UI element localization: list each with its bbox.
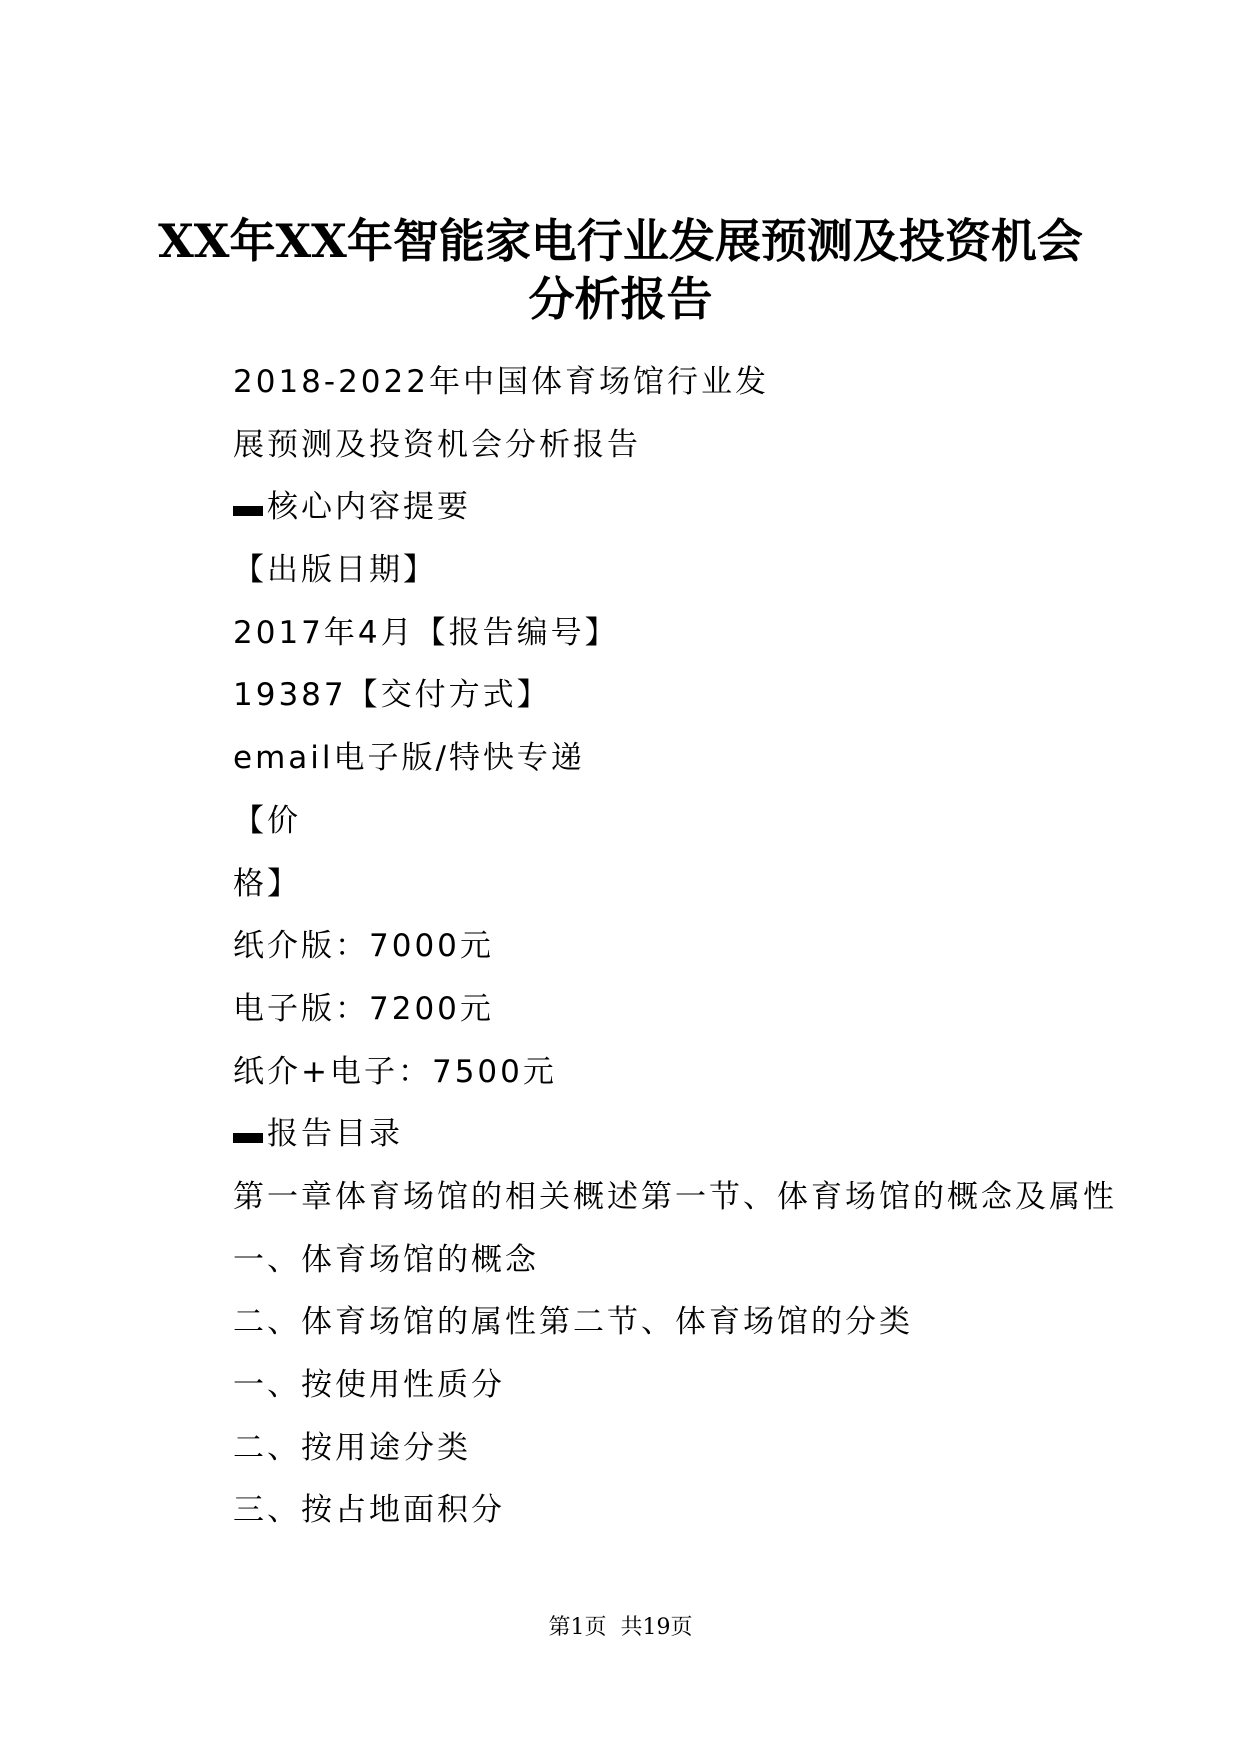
text-line bbox=[233, 483, 1133, 546]
text-line-content: 一、按使用性质分 bbox=[233, 1367, 505, 1403]
text-line-content: email电子版/特快专递 bbox=[233, 740, 585, 777]
section-marker-icon bbox=[233, 506, 263, 516]
title-line-1: XX年XX年智能家电行业发展预测及投资机会 bbox=[158, 214, 1083, 268]
text-line bbox=[233, 1110, 1133, 1173]
text-line-content: 【价 bbox=[233, 802, 301, 839]
text-line bbox=[233, 1424, 1133, 1487]
text-line-content: 2017年4月【报告编号】 bbox=[233, 614, 619, 651]
body-text bbox=[233, 358, 1133, 1549]
section-marker-icon bbox=[233, 1133, 263, 1143]
text-line bbox=[233, 358, 1133, 421]
text-line-content: 纸介版：7000元 bbox=[233, 928, 494, 965]
text-line-content: 二、按用途分类 bbox=[233, 1429, 471, 1466]
text-line-content: 电子版：7200元 bbox=[233, 990, 494, 1027]
text-line-content: 展预测及投资机会分析报告 bbox=[233, 426, 641, 463]
text-line bbox=[233, 1048, 1133, 1111]
text-line-content: 第一章体育场馆的相关概述第一节、体育场馆的概念及属性 bbox=[233, 1178, 1117, 1215]
text-line bbox=[233, 671, 1133, 734]
text-line-content: 【出版日期】 bbox=[233, 552, 437, 589]
document-title bbox=[100, 212, 1141, 328]
text-line-content: 报告目录 bbox=[267, 1116, 403, 1153]
page-number: 第1页 bbox=[548, 1615, 607, 1640]
text-line bbox=[233, 609, 1133, 672]
text-line bbox=[233, 1486, 1133, 1549]
text-line-content: 核心内容提要 bbox=[267, 489, 471, 526]
text-line-content: 二、体育场馆的属性第二节、体育场馆的分类 bbox=[233, 1304, 913, 1341]
text-line bbox=[233, 985, 1133, 1048]
text-line-content: 格】 bbox=[233, 865, 301, 902]
text-line bbox=[233, 1173, 1133, 1236]
text-line bbox=[233, 860, 1133, 923]
text-line bbox=[233, 1361, 1133, 1424]
text-line bbox=[233, 922, 1133, 985]
text-line-content: 三、按占地面积分 bbox=[233, 1492, 505, 1529]
text-line bbox=[233, 1298, 1133, 1361]
text-line bbox=[233, 797, 1133, 860]
text-line-content: 纸介+电子：7500元 bbox=[233, 1053, 557, 1090]
text-line-content: 19387【交付方式】 bbox=[233, 677, 551, 714]
text-line bbox=[233, 546, 1133, 609]
text-line bbox=[233, 421, 1133, 484]
title-line-2: 分析报告 bbox=[528, 272, 713, 326]
text-line-content: 一、体育场馆的概念 bbox=[233, 1241, 539, 1278]
page-footer bbox=[0, 1613, 1241, 1643]
page-count: 共19页 bbox=[620, 1615, 693, 1640]
text-line-content: 2018-2022年中国体育场馆行业发 bbox=[233, 364, 769, 400]
text-line bbox=[233, 1236, 1133, 1299]
text-line bbox=[233, 734, 1133, 797]
